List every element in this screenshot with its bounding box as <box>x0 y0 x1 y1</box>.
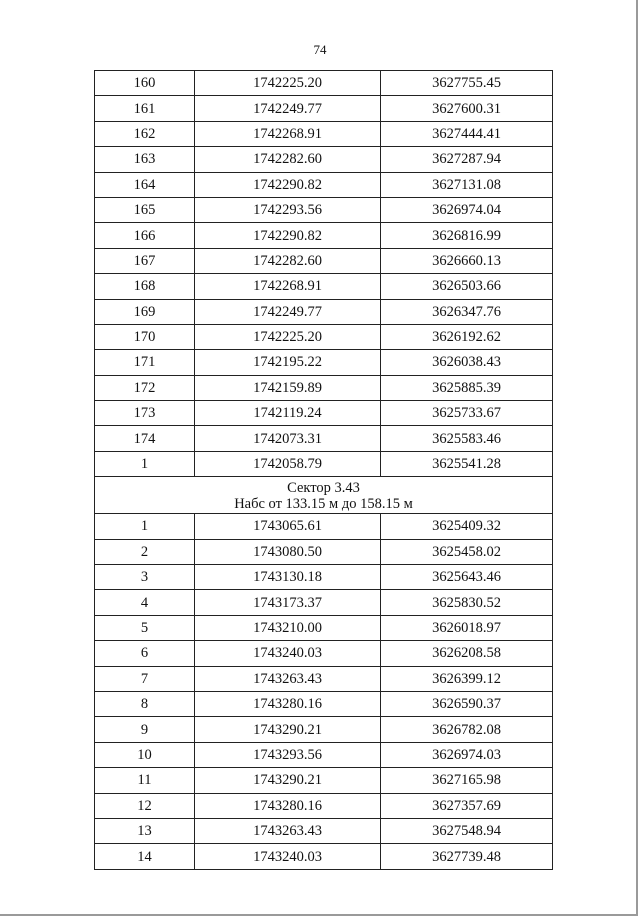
table-row <box>95 299 553 324</box>
point-number-cell: 165 <box>95 197 195 222</box>
table-row <box>95 717 553 742</box>
table-row <box>95 350 553 375</box>
x-coordinate-cell: 1743080.50 <box>195 539 381 564</box>
sector-title: Сектор 3.43 <box>287 479 360 496</box>
table-row <box>95 793 553 818</box>
table-row <box>95 248 553 273</box>
x-coordinate-cell: 1743280.16 <box>195 691 381 716</box>
x-coordinate-cell: 1743240.03 <box>195 641 381 666</box>
point-number-cell: 10 <box>95 742 195 767</box>
y-coordinate-cell: 3627548.94 <box>381 818 553 843</box>
sector-height-range: Набс от 133.15 м до 158.15 м <box>234 495 413 512</box>
point-number-cell: 1 <box>95 451 195 476</box>
table-row <box>95 691 553 716</box>
y-coordinate-cell: 3626974.03 <box>381 742 553 767</box>
x-coordinate-cell: 1742268.91 <box>195 121 381 146</box>
x-coordinate-cell: 1742225.20 <box>195 71 381 96</box>
x-coordinate-cell: 1742058.79 <box>195 451 381 476</box>
table-row <box>95 147 553 172</box>
coordinates-table <box>94 70 553 870</box>
table-row <box>95 742 553 767</box>
table-row <box>95 844 553 869</box>
point-number-cell: 172 <box>95 375 195 400</box>
point-number-cell: 9 <box>95 717 195 742</box>
x-coordinate-cell: 1743210.00 <box>195 615 381 640</box>
point-number-cell: 160 <box>95 71 195 96</box>
point-number-cell: 171 <box>95 350 195 375</box>
point-number-cell: 161 <box>95 96 195 121</box>
point-number-cell: 168 <box>95 274 195 299</box>
x-coordinate-cell: 1742119.24 <box>195 401 381 426</box>
table-row <box>95 426 553 451</box>
point-number-cell: 12 <box>95 793 195 818</box>
x-coordinate-cell: 1742249.77 <box>195 299 381 324</box>
y-coordinate-cell: 3626503.66 <box>381 274 553 299</box>
x-coordinate-cell: 1743293.56 <box>195 742 381 767</box>
y-coordinate-cell: 3626782.08 <box>381 717 553 742</box>
table-row <box>95 590 553 615</box>
x-coordinate-cell: 1742290.82 <box>195 223 381 248</box>
y-coordinate-cell: 3627165.98 <box>381 768 553 793</box>
point-number-cell: 163 <box>95 147 195 172</box>
x-coordinate-cell: 1742293.56 <box>195 197 381 222</box>
y-coordinate-cell: 3625458.02 <box>381 539 553 564</box>
point-number-cell: 7 <box>95 666 195 691</box>
y-coordinate-cell: 3627739.48 <box>381 844 553 869</box>
point-number-cell: 167 <box>95 248 195 273</box>
point-number-cell: 6 <box>95 641 195 666</box>
point-number-cell: 5 <box>95 615 195 640</box>
point-number-cell: 4 <box>95 590 195 615</box>
table-row <box>95 539 553 564</box>
y-coordinate-cell: 3625733.67 <box>381 401 553 426</box>
table-row <box>95 401 553 426</box>
point-number-cell: 170 <box>95 324 195 349</box>
y-coordinate-cell: 3625583.46 <box>381 426 553 451</box>
point-number-cell: 166 <box>95 223 195 248</box>
y-coordinate-cell: 3626347.76 <box>381 299 553 324</box>
point-number-cell: 1 <box>95 514 195 539</box>
point-number-cell: 13 <box>95 818 195 843</box>
table-row <box>95 565 553 590</box>
x-coordinate-cell: 1742282.60 <box>195 147 381 172</box>
y-coordinate-cell: 3627357.69 <box>381 793 553 818</box>
table-row <box>95 96 553 121</box>
point-number-cell: 173 <box>95 401 195 426</box>
sector-header-row <box>95 477 553 514</box>
table-row <box>95 197 553 222</box>
page-number: 74 <box>313 42 327 57</box>
y-coordinate-cell: 3626974.04 <box>381 197 553 222</box>
y-coordinate-cell: 3627287.94 <box>381 147 553 172</box>
y-coordinate-cell: 3626208.58 <box>381 641 553 666</box>
point-number-cell: 164 <box>95 172 195 197</box>
table-row <box>95 768 553 793</box>
y-coordinate-cell: 3627131.08 <box>381 172 553 197</box>
point-number-cell: 2 <box>95 539 195 564</box>
y-coordinate-cell: 3626018.97 <box>381 615 553 640</box>
x-coordinate-cell: 1742249.77 <box>195 96 381 121</box>
y-coordinate-cell: 3627444.41 <box>381 121 553 146</box>
table-row <box>95 274 553 299</box>
coordinates-table-body <box>95 71 553 870</box>
x-coordinate-cell: 1742225.20 <box>195 324 381 349</box>
x-coordinate-cell: 1742282.60 <box>195 248 381 273</box>
x-coordinate-cell: 1742195.22 <box>195 350 381 375</box>
y-coordinate-cell: 3626816.99 <box>381 223 553 248</box>
table-row <box>95 172 553 197</box>
table-row <box>95 641 553 666</box>
x-coordinate-cell: 1743263.43 <box>195 818 381 843</box>
point-number-cell: 8 <box>95 691 195 716</box>
x-coordinate-cell: 1743290.21 <box>195 768 381 793</box>
y-coordinate-cell: 3627600.31 <box>381 96 553 121</box>
x-coordinate-cell: 1742159.89 <box>195 375 381 400</box>
point-number-cell: 11 <box>95 768 195 793</box>
x-coordinate-cell: 1743263.43 <box>195 666 381 691</box>
table-row <box>95 121 553 146</box>
x-coordinate-cell: 1743280.16 <box>195 793 381 818</box>
point-number-cell: 169 <box>95 299 195 324</box>
sector-header-cell <box>95 477 553 514</box>
x-coordinate-cell: 1743173.37 <box>195 590 381 615</box>
y-coordinate-cell: 3626038.43 <box>381 350 553 375</box>
table-row <box>95 514 553 539</box>
table-row <box>95 71 553 96</box>
y-coordinate-cell: 3626399.12 <box>381 666 553 691</box>
x-coordinate-cell: 1743130.18 <box>195 565 381 590</box>
table-row <box>95 818 553 843</box>
y-coordinate-cell: 3627755.45 <box>381 71 553 96</box>
point-number-cell: 162 <box>95 121 195 146</box>
table-row <box>95 375 553 400</box>
y-coordinate-cell: 3625409.32 <box>381 514 553 539</box>
point-number-cell: 174 <box>95 426 195 451</box>
y-coordinate-cell: 3625830.52 <box>381 590 553 615</box>
y-coordinate-cell: 3626192.62 <box>381 324 553 349</box>
x-coordinate-cell: 1743065.61 <box>195 514 381 539</box>
table-row <box>95 451 553 476</box>
y-coordinate-cell: 3626590.37 <box>381 691 553 716</box>
y-coordinate-cell: 3626660.13 <box>381 248 553 273</box>
x-coordinate-cell: 1742290.82 <box>195 172 381 197</box>
x-coordinate-cell: 1742073.31 <box>195 426 381 451</box>
table-row <box>95 666 553 691</box>
table-row <box>95 324 553 349</box>
x-coordinate-cell: 1742268.91 <box>195 274 381 299</box>
point-number-cell: 3 <box>95 565 195 590</box>
table-row <box>95 615 553 640</box>
x-coordinate-cell: 1743290.21 <box>195 717 381 742</box>
x-coordinate-cell: 1743240.03 <box>195 844 381 869</box>
y-coordinate-cell: 3625643.46 <box>381 565 553 590</box>
table-row <box>95 223 553 248</box>
y-coordinate-cell: 3625541.28 <box>381 451 553 476</box>
y-coordinate-cell: 3625885.39 <box>381 375 553 400</box>
point-number-cell: 14 <box>95 844 195 869</box>
